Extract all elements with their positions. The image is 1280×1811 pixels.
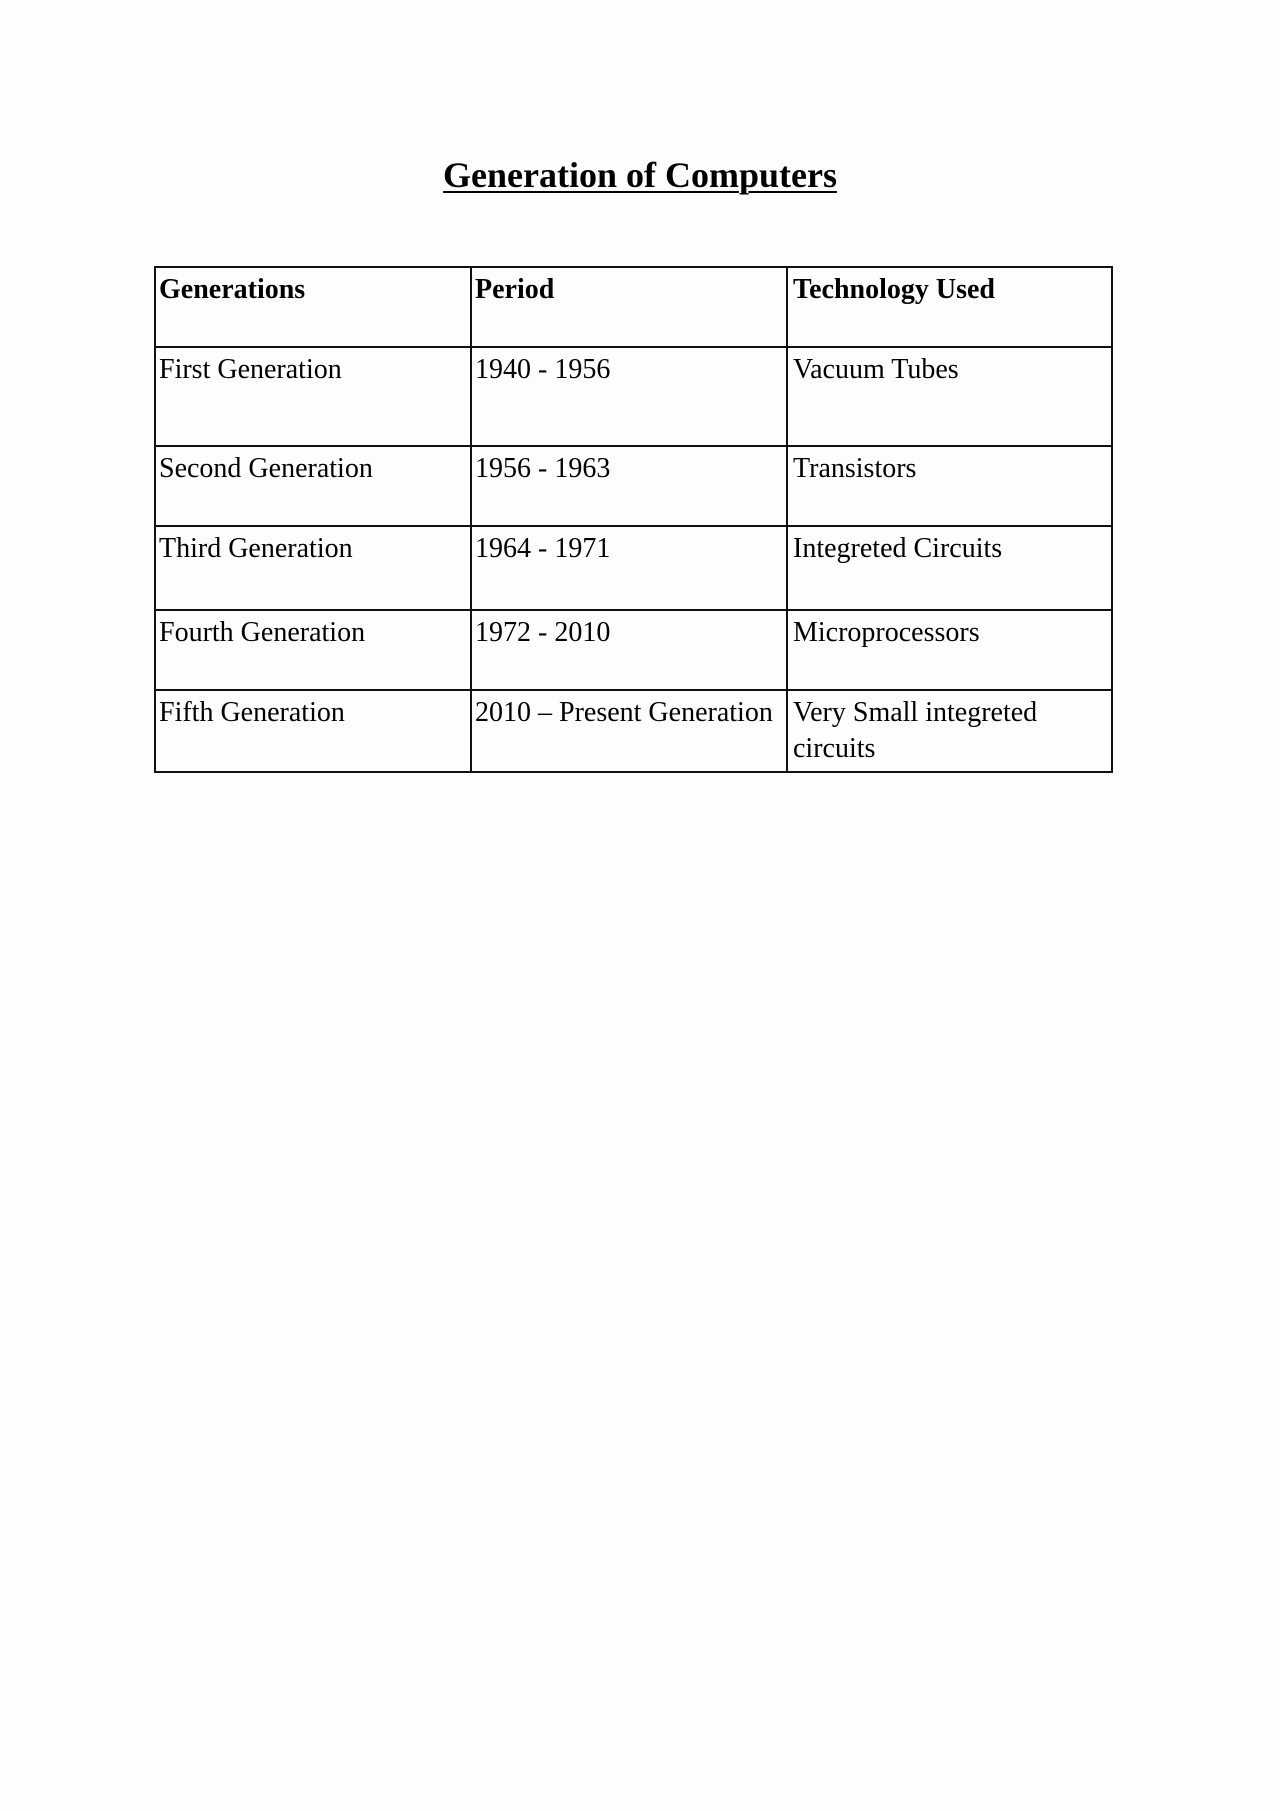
cell-period: 1940 - 1956: [471, 347, 787, 446]
cell-generation: Second Generation: [155, 446, 471, 526]
cell-generation: Third Generation: [155, 526, 471, 610]
table-row: [155, 446, 1112, 526]
cell-generation: Fifth Generation: [155, 690, 471, 772]
table-row: [155, 610, 1112, 690]
cell-technology: Integreted Circuits: [787, 526, 1112, 610]
cell-generation: Fourth Generation: [155, 610, 471, 690]
table-row: [155, 347, 1112, 446]
cell-technology: Transistors: [787, 446, 1112, 526]
table-row: [155, 526, 1112, 610]
table-header-row: [155, 267, 1112, 347]
cell-period: 2010 – Present Generation: [471, 690, 787, 772]
page-title: [0, 151, 1280, 199]
cell-period: 1956 - 1963: [471, 446, 787, 526]
header-technology-used: Technology Used: [787, 267, 1112, 347]
cell-generation: First Generation: [155, 347, 471, 446]
cell-technology: Very Small integreted circuits: [787, 690, 1112, 772]
cell-technology: Vacuum Tubes: [787, 347, 1112, 446]
table-row: [155, 690, 1112, 772]
generations-table: [154, 266, 1113, 773]
cell-technology: Microprocessors: [787, 610, 1112, 690]
cell-period: 1972 - 2010: [471, 610, 787, 690]
header-generations: Generations: [155, 267, 471, 347]
cell-period: 1964 - 1971: [471, 526, 787, 610]
header-period: Period: [471, 267, 787, 347]
page-title-text: Generation of Computers: [443, 155, 837, 195]
